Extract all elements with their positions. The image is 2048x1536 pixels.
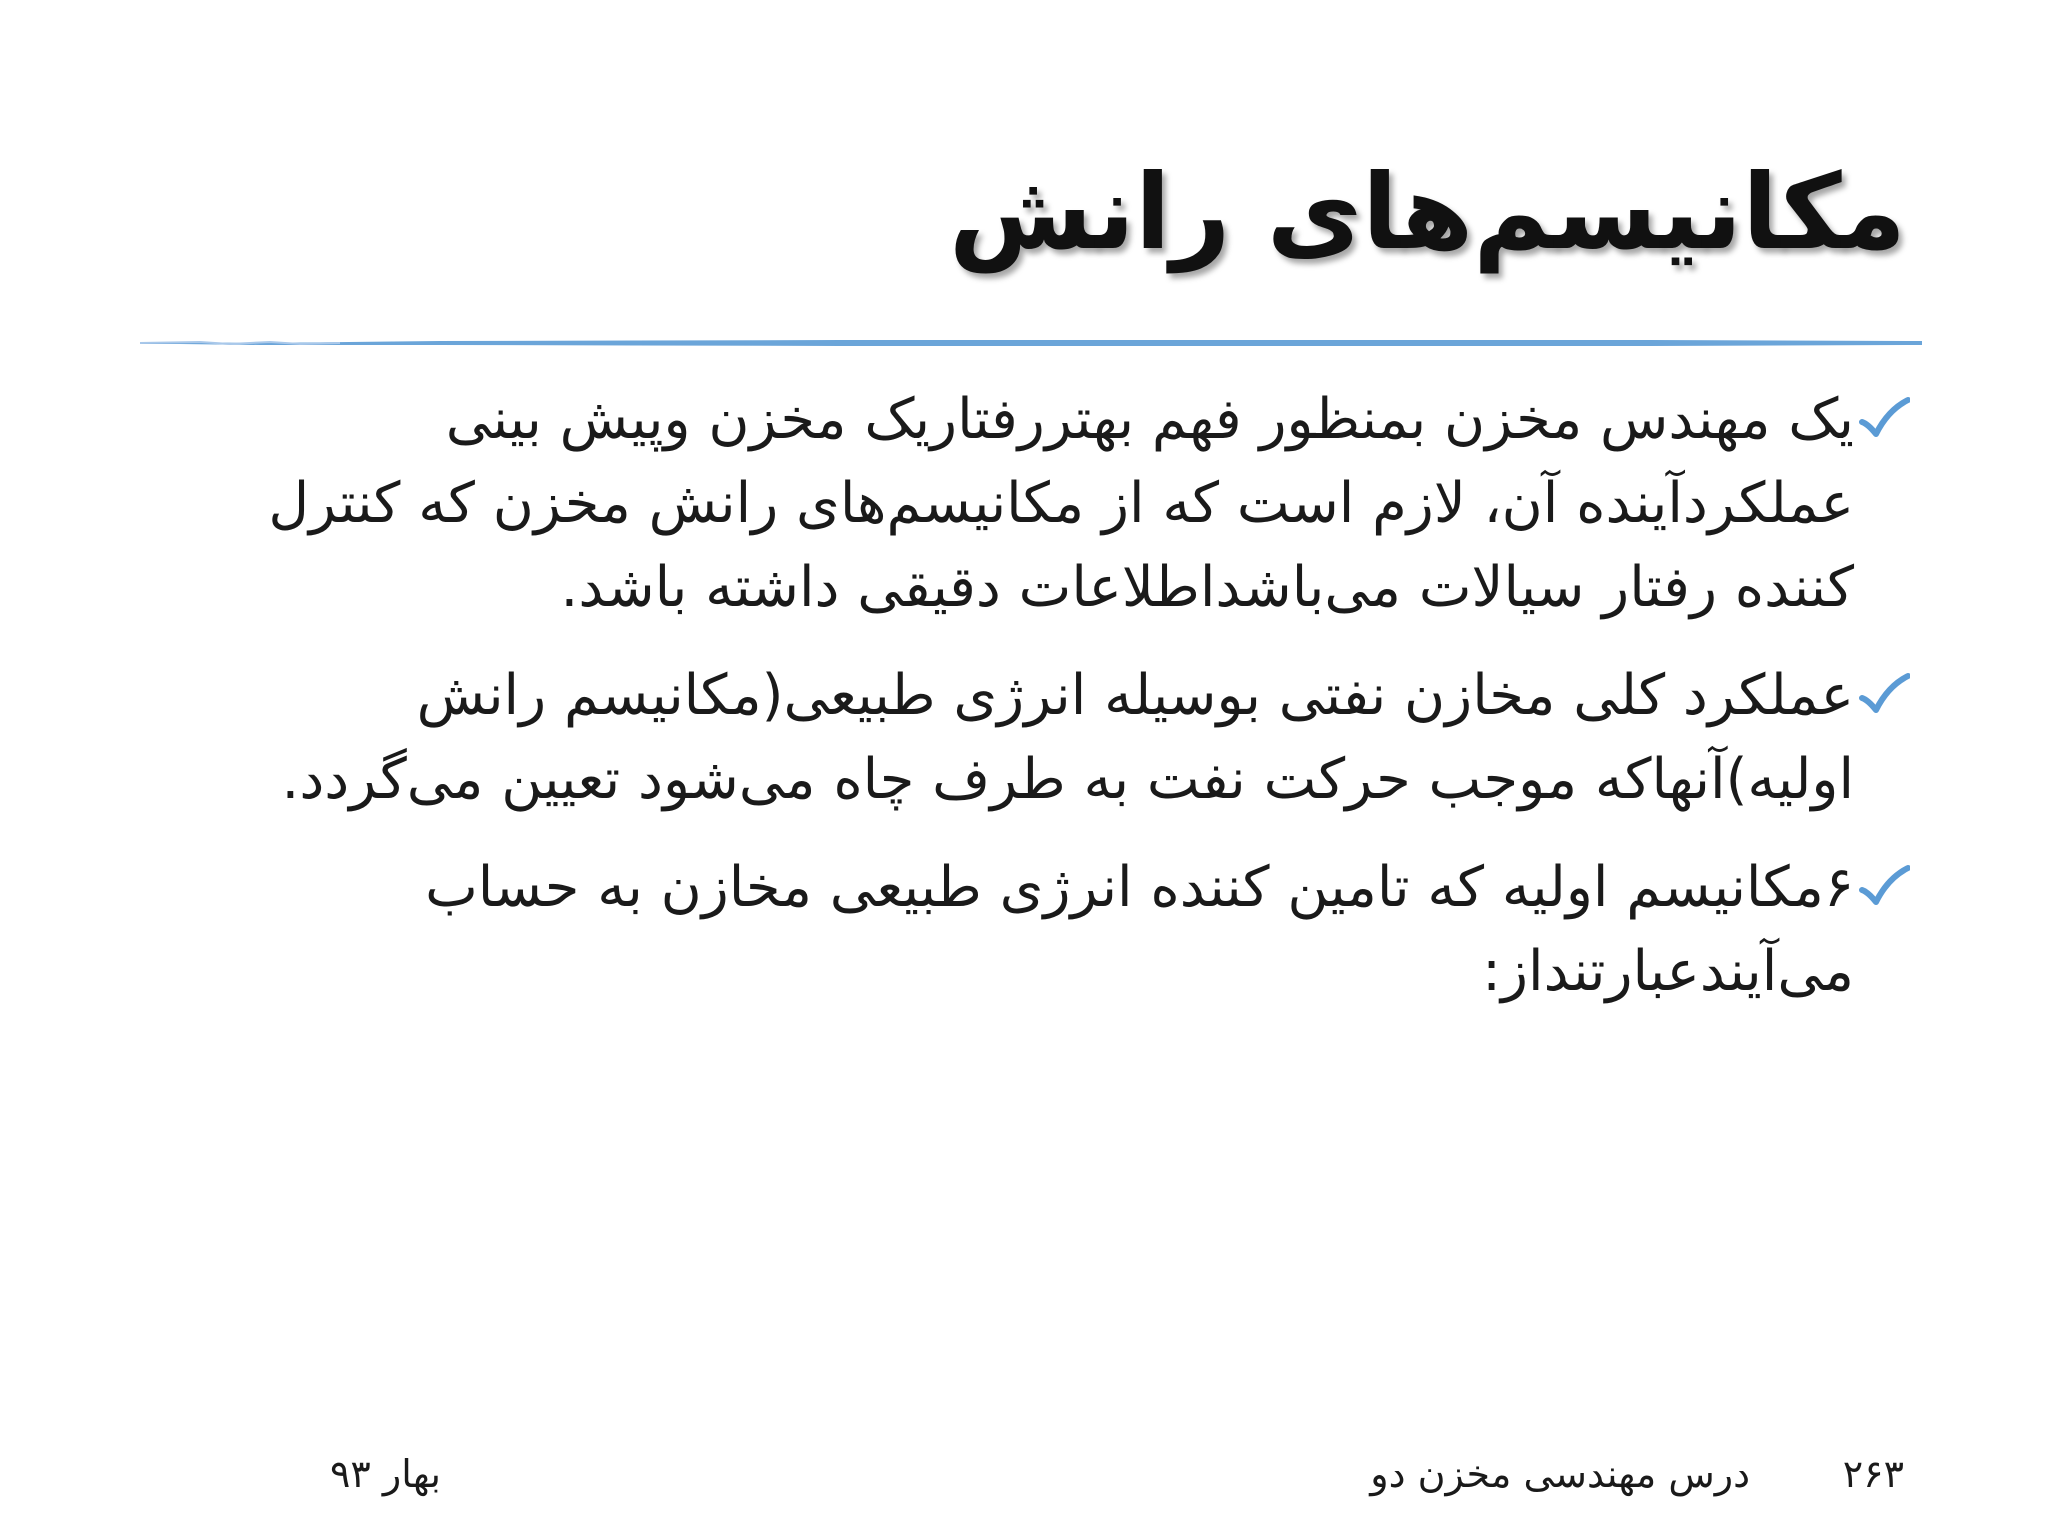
check-mark-icon [1858,864,1910,910]
check-mark-icon [1858,672,1910,718]
bullet-text: ۶مکانیسم اولیه که تامین کننده انرژی طبیعی مخازن به حساب می‌آیندعبارتنداز: [425,855,1854,1004]
bullet-item [170,654,1910,822]
slide-title: مکانیسم‌های رانش [948,151,1906,273]
bullet-item [170,846,1910,1014]
bullet-text: یک مهندس مخزن بمنظور فهم بهتررفتاریک مخزن وپیش بینی عملکردآینده آن، لازم است که از مکانیسم‌های رانش مخزن که کنترل کننده رفتار سیالات می‌باشداطلاعات دقیقی داشته باشد. [268,387,1854,620]
bullet-text: عملکرد کلی مخازن نفتی بوسیله انرژی طبیعی(مکانیسم رانش اولیه)آنهاکه موجب حرکت نفت به طرف چاه می‌شود تعیین می‌گردد. [281,663,1854,812]
page-number: ۲۶۳ [1842,1452,1904,1496]
title-divider [140,336,1922,350]
bullet-item [170,378,1910,630]
check-mark-icon [1858,396,1910,442]
course-name: درس مهندسی مخزن دو [1370,1452,1750,1496]
term-label: بهار ۹۳ [330,1452,441,1496]
bullet-list [170,378,1910,1038]
